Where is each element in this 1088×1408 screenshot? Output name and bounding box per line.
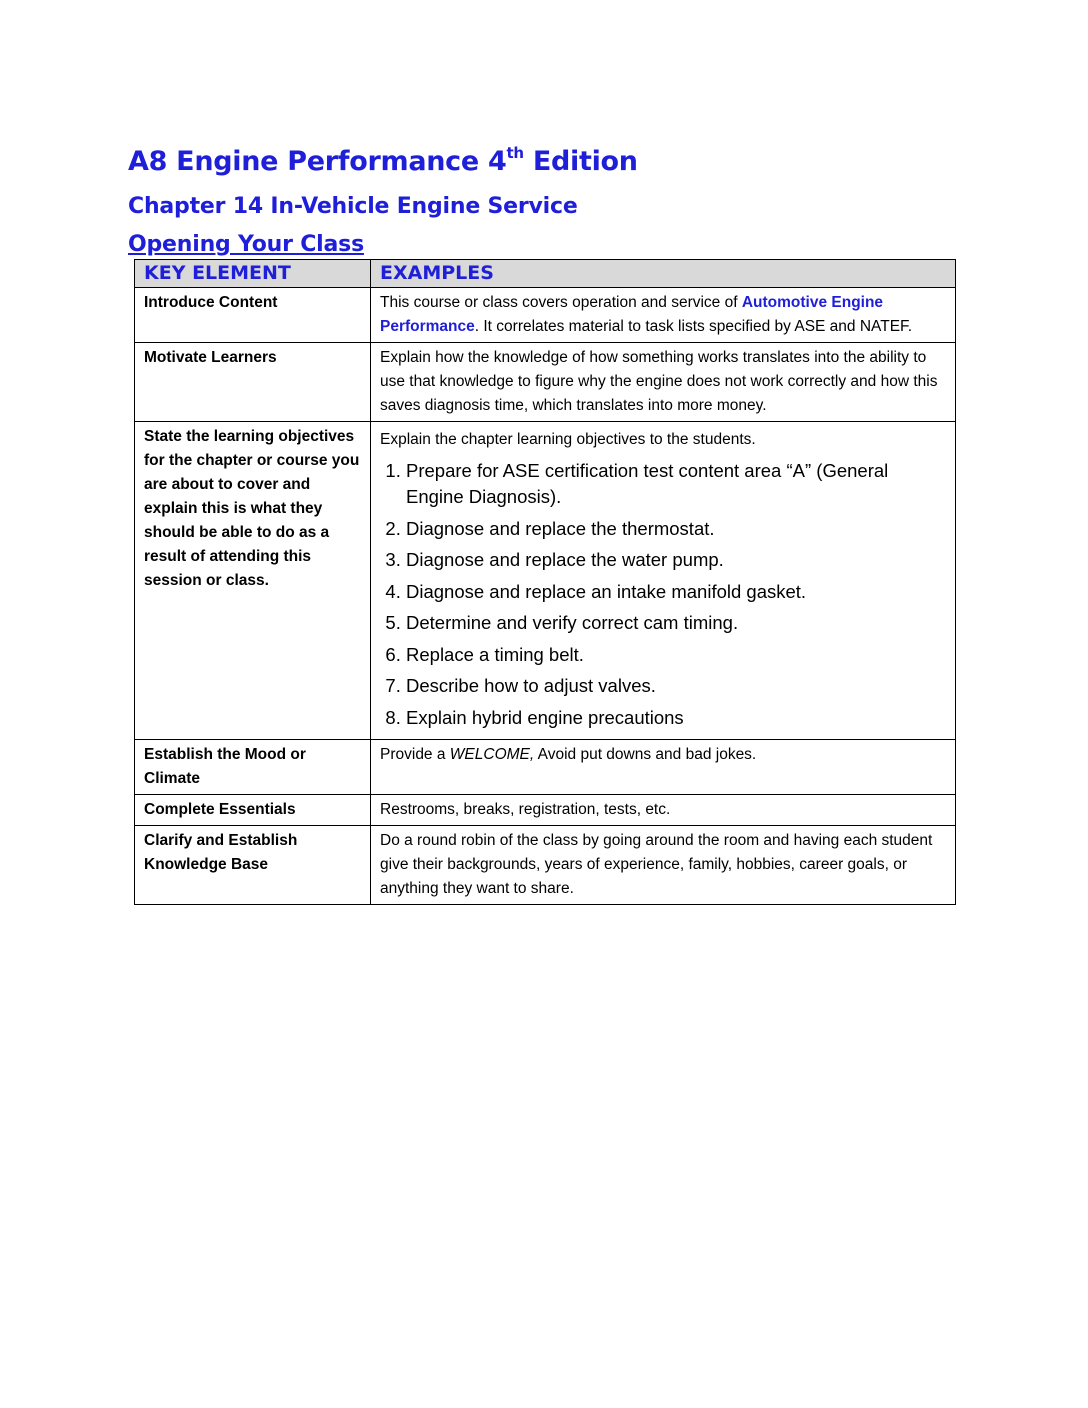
- list-item: 3. Diagnose and replace the water pump.: [406, 547, 946, 573]
- header-examples: EXAMPLES: [371, 260, 956, 288]
- example-text: This course or class covers operation and service of: [380, 294, 742, 311]
- table-row: [135, 826, 956, 905]
- keyword-text: Automotive Engine Performance: [380, 294, 884, 335]
- header-key-element: KEY ELEMENT: [135, 260, 371, 288]
- key-element-table: [134, 259, 956, 905]
- row-example: [371, 288, 956, 343]
- title-main: A8 Engine Performance 4: [128, 146, 507, 177]
- row-key: Establish the Mood or Climate: [135, 740, 371, 795]
- title-superscript: th: [506, 144, 524, 162]
- table-row: [135, 740, 956, 795]
- objectives-list: [380, 458, 946, 731]
- list-item: 7. Describe how to adjust valves.: [406, 673, 946, 699]
- table-row: [135, 343, 956, 422]
- row-key: State the learning objectives for the chapter or course you are about to cover and explain this is what they should be able to do as a result of attending this session or class.: [135, 422, 371, 740]
- row-key: Introduce Content: [135, 288, 371, 343]
- row-example: [371, 422, 956, 740]
- row-key: Complete Essentials: [135, 795, 371, 826]
- section-heading: Opening Your Class: [128, 232, 364, 257]
- example-text: . It correlates material to task lists specified by ASE and NATEF.: [474, 318, 913, 335]
- table-header-row: [135, 260, 956, 288]
- row-example: Do a round robin of the class by going around the room and having each student give their backgrounds, years of experience, family, hobbies, career goals, or anything they want to share.: [371, 826, 956, 905]
- example-text: Provide a: [380, 746, 450, 763]
- table-row: [135, 422, 956, 740]
- row-key: Clarify and Establish Knowledge Base: [135, 826, 371, 905]
- emphasis-text: WELCOME,: [449, 746, 535, 763]
- list-item: 2. Diagnose and replace the thermostat.: [406, 516, 946, 542]
- list-item: 4. Diagnose and replace an intake manifold gasket.: [406, 579, 946, 605]
- row-example: Restrooms, breaks, registration, tests, etc.: [371, 795, 956, 826]
- list-item: 6. Replace a timing belt.: [406, 642, 946, 668]
- title-end: Edition: [523, 146, 638, 177]
- row-example: Explain how the knowledge of how something works translates into the ability to use that knowledge to figure why the engine does not work correctly and how this saves diagnosis time, which translates into more money.: [371, 343, 956, 422]
- table-row: [135, 288, 956, 343]
- row-key: Motivate Learners: [135, 343, 371, 422]
- objectives-intro: Explain the chapter learning objectives to the students.: [380, 431, 756, 448]
- list-item: 1. Prepare for ASE certification test content area “A” (General Engine Diagnosis).: [406, 458, 946, 510]
- chapter-heading: Chapter 14 In-Vehicle Engine Service: [128, 194, 578, 219]
- document-title: [128, 146, 638, 177]
- table-row: [135, 795, 956, 826]
- example-text: Avoid put downs and bad jokes.: [534, 746, 757, 763]
- list-item: 5. Determine and verify correct cam timing.: [406, 610, 946, 636]
- list-item: 8. Explain hybrid engine precautions: [406, 705, 946, 731]
- row-example: [371, 740, 956, 795]
